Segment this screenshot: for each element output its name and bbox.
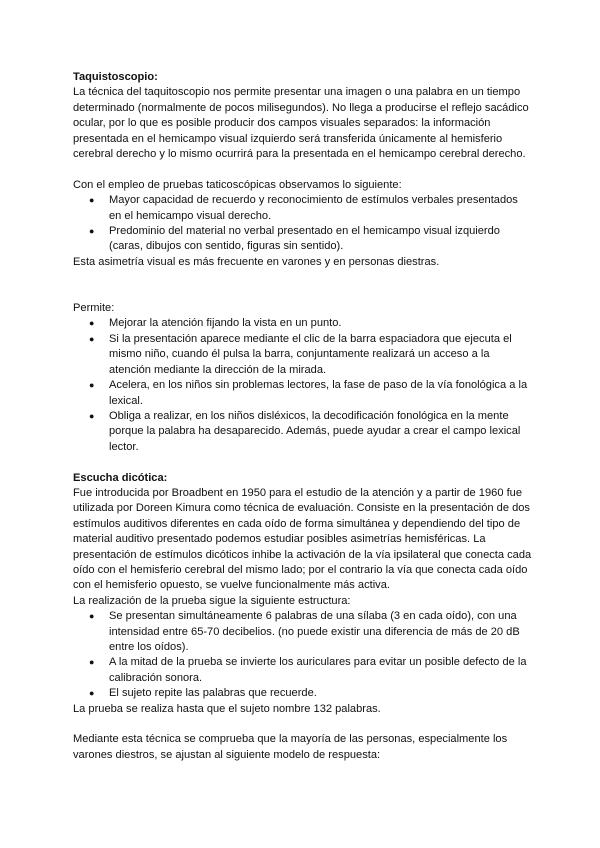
permite-list xyxy=(73,316,533,455)
list-item xyxy=(73,609,533,655)
list-item-text: Obliga a realizar, en los niños disléxicos, la decodificación fonológica en la mente porque la palabra ha desaparecido. Además, puede ayudar a crear el campo lexical lector. xyxy=(109,409,521,453)
bullet-icon: ● xyxy=(89,226,95,237)
taquistoscopio-closing: Esta asimetría visual es más frecuente en varones y en personas diestras. xyxy=(73,255,440,268)
bullet-icon: ● xyxy=(89,318,95,329)
spacer xyxy=(73,270,533,301)
bullet-icon: ● xyxy=(89,657,95,668)
escucha-final: Mediante esta técnica se comprueba que la mayoría de las personas, especialmente los varones diestros, se ajustan al siguiente modelo de respuesta: xyxy=(73,733,508,761)
bullet-icon: ● xyxy=(89,410,95,421)
list-item xyxy=(73,193,533,224)
section-title-taquistoscopio: Taquistoscopio: xyxy=(73,71,158,83)
permite-intro: Permite: xyxy=(73,302,115,315)
bullet-icon: ● xyxy=(89,611,95,622)
list-item-text: El sujeto repite las palabras que recuerde. xyxy=(109,687,317,700)
escucha-paragraph: Fue introducida por Broadbent en 1950 para el estudio de la atención y a partir de 1960 fue utilizada por Doreen Kimura como técnica de evaluación. Consiste en la presentación de dos estímulos auditivos diferentes en cada oído de forma simultánea y dependiendo del tipo de material auditivo presentado podemos estudiar posibles asimetrías hemisféricas. La presentación de estímulos dicóticos inhibe la activación de la vía ipsilateral que conecta cada oído con el hemisferio cerebral del mismo lado; por el contrario la vía que conecta cada oído con el hemisferio opuesto, se vuelve funcionalmente más activa. xyxy=(73,486,532,592)
list-item-text: Si la presentación aparece mediante el clic de la barra espaciadora que ejecuta el mismo niño, cuando él pulsa la barra, conjuntamente realizará un acceso a la atención mediante la dirección de la mirada. xyxy=(109,332,512,376)
escucha-list xyxy=(73,609,533,701)
list-item xyxy=(73,655,533,686)
list-item-text: Predominio del material no verbal presentado en el hemicampo visual izquierdo (caras, dibujos con sentido, figuras sin sentido). xyxy=(109,225,500,253)
list-item xyxy=(73,224,533,255)
list-item-text: Acelera, en los niños sin problemas lectores, la fase de paso de la vía fonológica a la lexical. xyxy=(109,379,528,407)
spacer xyxy=(73,717,533,732)
list-item xyxy=(73,409,533,455)
bullet-icon: ● xyxy=(89,688,95,699)
list-item-text: Se presentan simultáneamente 6 palabras de una sílaba (3 en cada oído), con una intensidad entre 65-70 decibelios. (no puede existir una diferencia de más de 20 dB entre los oídos). xyxy=(109,610,520,653)
spacer xyxy=(73,455,533,470)
list-item-text: Mejorar la atención fijando la vista en un punto. xyxy=(109,317,342,330)
taquistoscopio-paragraph: La técnica del taquitoscopio nos permite presentar una imagen o una palabra en un tiempo determinado (normalmente de pocos milisegundos). No llega a producirse el reflejo sacádico ocular, por lo que es posible producir dos campos visuales separados: la información presentada en el hemicampo visual izquierdo será transferida únicamente al hemisferio cerebral derecho y lo mismo ocurrirá para la presentada en el hemicampo cerebral derecho. xyxy=(73,86,529,161)
taquistoscopio-list xyxy=(73,193,533,255)
section-title-escucha-dicotica: Escucha dicótica: xyxy=(73,471,168,484)
list-item-text: Mayor capacidad de recuerdo y reconocimiento de estímulos verbales presentados en el hemicampo visual derecho. xyxy=(109,194,518,222)
bullet-icon: ● xyxy=(89,195,95,206)
bullet-icon: ● xyxy=(89,380,95,391)
list-item-text: A la mitad de la prueba se invierte los auriculares para evitar un posible defecto de la calibración sonora. xyxy=(109,656,527,684)
escucha-intro: La realización de la prueba sigue la siguiente estructura: xyxy=(73,594,351,607)
list-item xyxy=(73,316,533,331)
list-item xyxy=(73,332,533,378)
spacer xyxy=(73,162,533,177)
list-item xyxy=(73,686,533,701)
escucha-closing: La prueba se realiza hasta que el sujeto nombre 132 palabras. xyxy=(73,702,381,715)
document-page xyxy=(73,70,533,763)
list-item xyxy=(73,378,533,409)
bullet-icon: ● xyxy=(89,333,95,344)
taquistoscopio-intro: Con el empleo de pruebas taticoscópicas observamos lo siguiente: xyxy=(73,178,402,191)
